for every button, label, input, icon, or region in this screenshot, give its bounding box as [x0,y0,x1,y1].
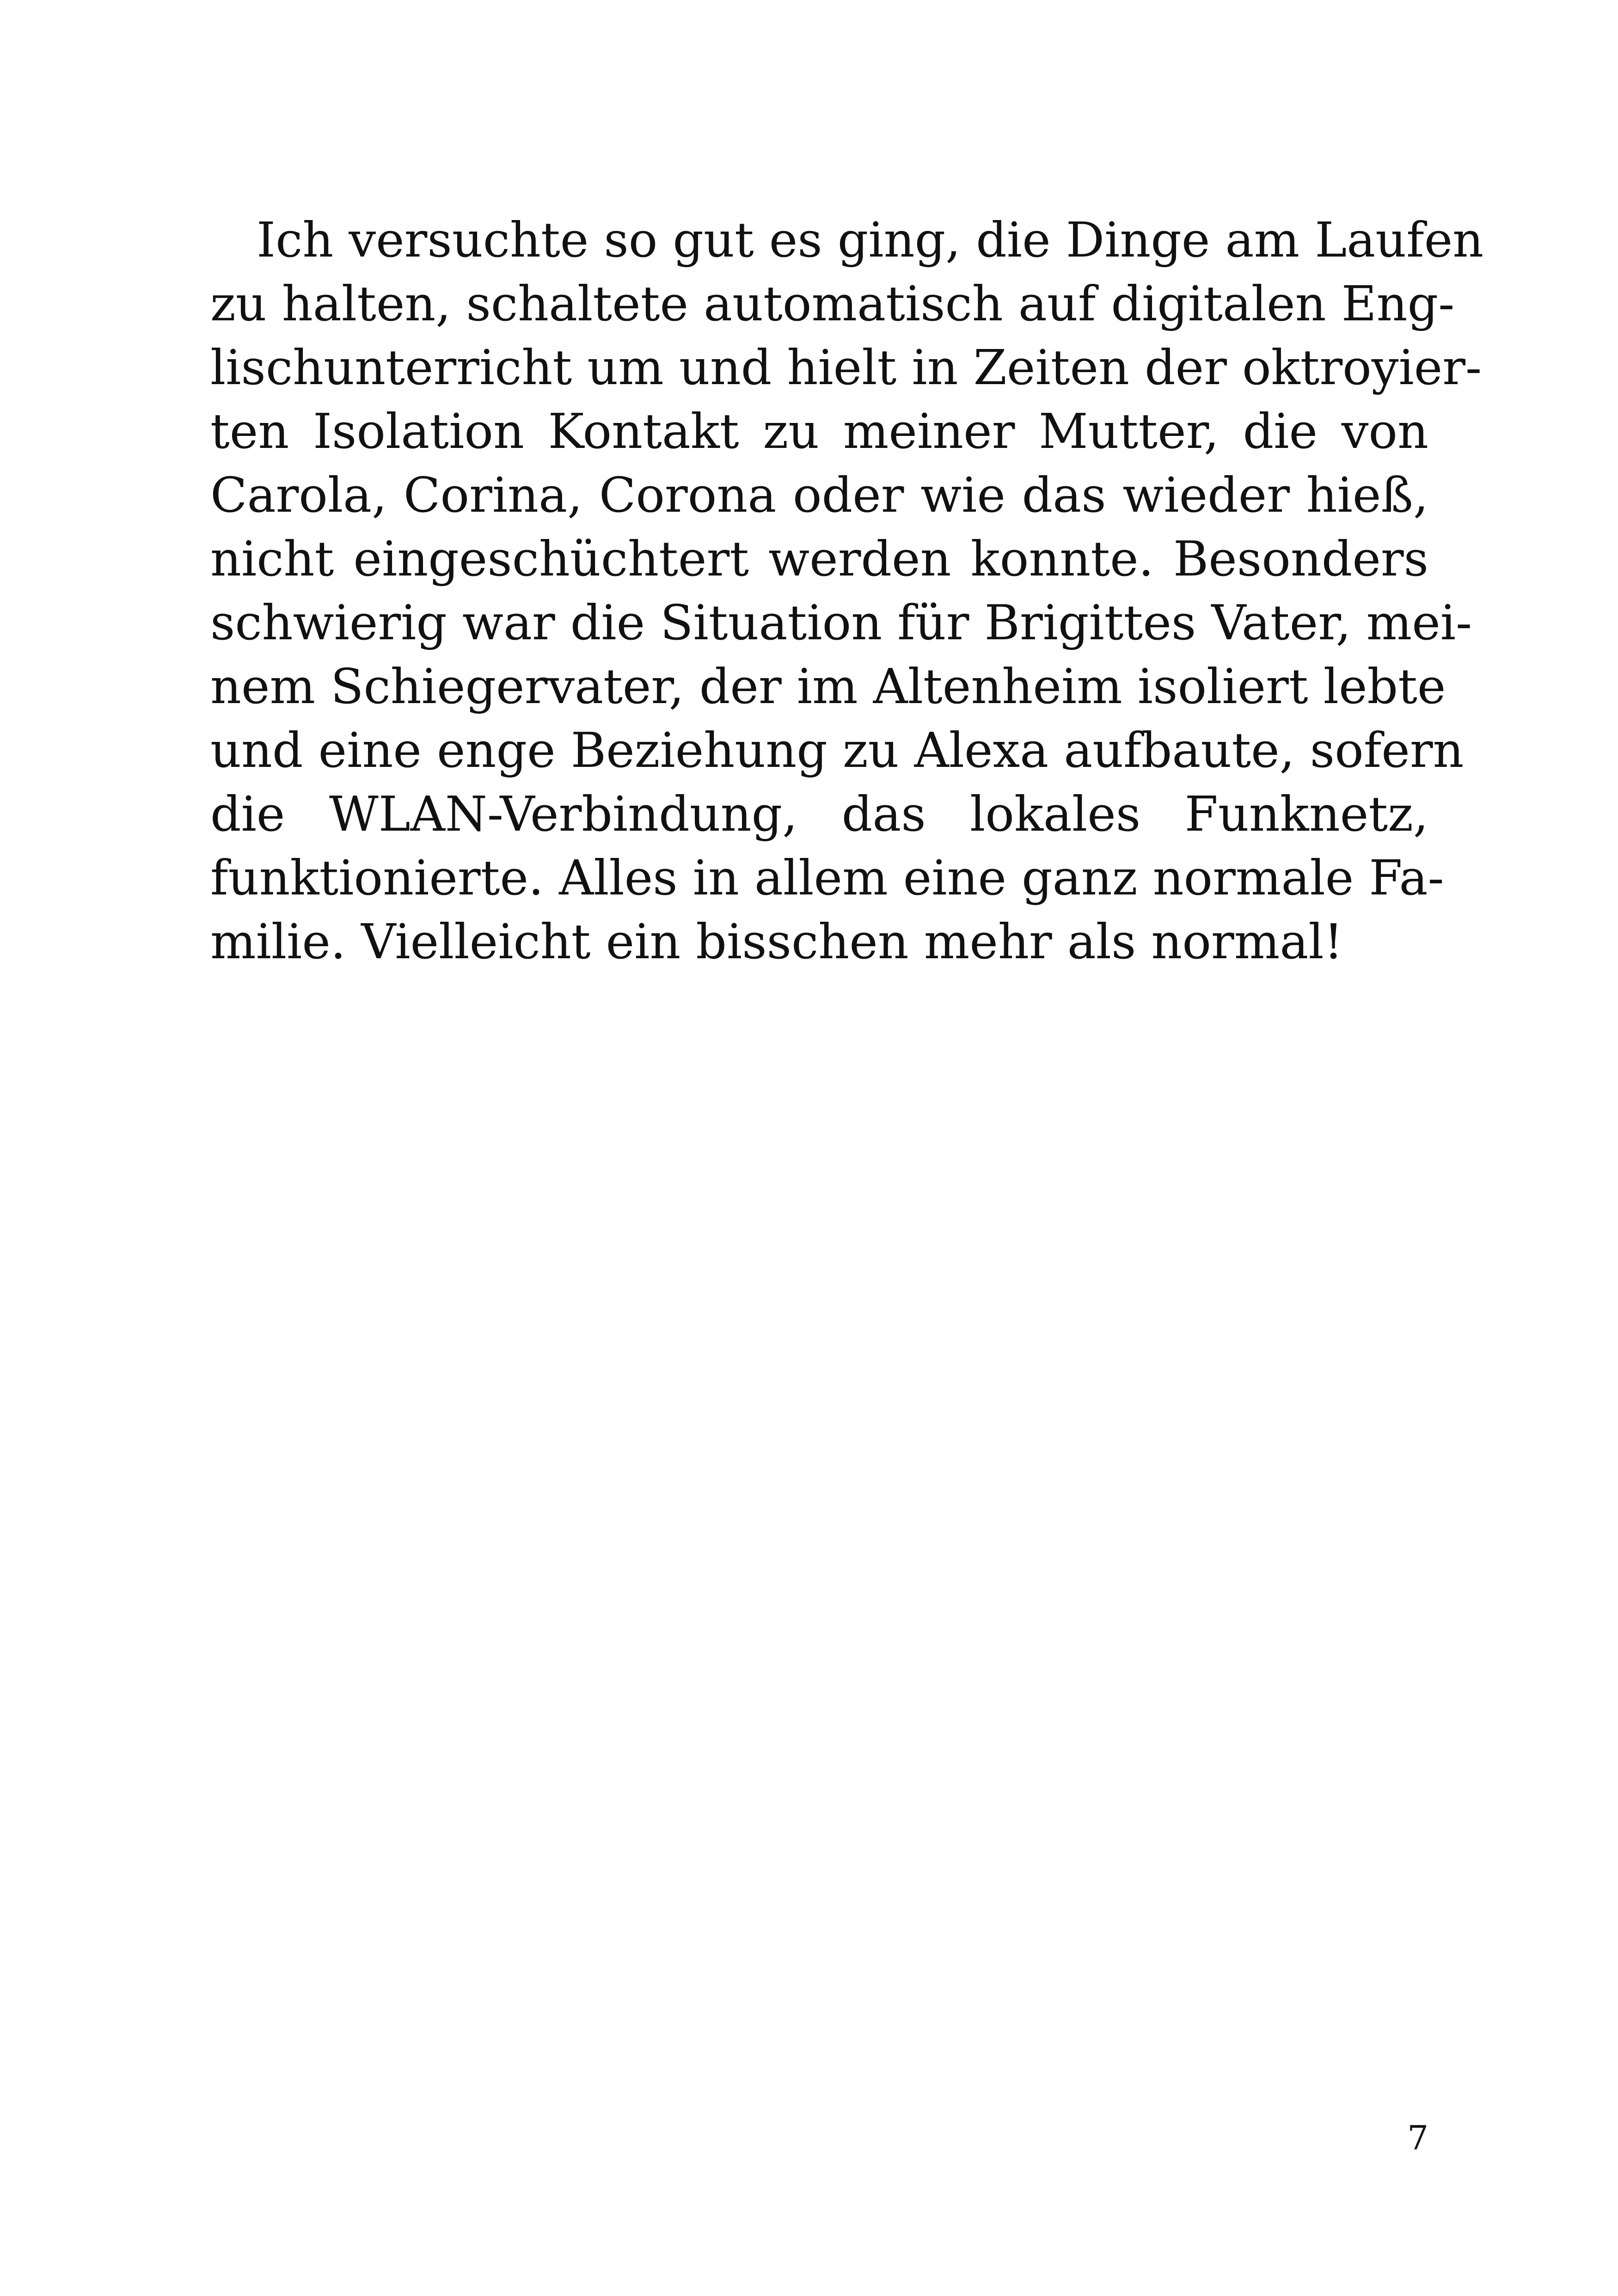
paragraph-line: ten Isolation Kontakt zu meiner Mutter, die von [210,403,1428,459]
paragraph-line: zu halten, schaltete automatisch auf digitalen Eng- [210,276,1455,332]
paragraph-line: Carola, Corina, Corona oder wie das wieder hieß, [210,467,1428,523]
paragraph-line: lischunterricht um und hielt in Zeiten der oktroyier- [210,339,1482,396]
paragraph-line: nicht eingeschüchtert werden konnte. Besonders [210,531,1428,587]
page-number: 7 [1407,2118,1428,2157]
body-paragraph [210,208,1484,974]
paragraph-line: Ich versuchte so gut es ging, die Dinge am Laufen [257,212,1484,268]
paragraph-line: schwierig war die Situation für Brigittes Vater, mei- [210,594,1472,651]
paragraph-line: die WLAN-Verbindung, das lokales Funknetz, [210,786,1428,842]
paragraph-line: und eine enge Beziehung zu Alexa aufbaute, sofern [210,722,1464,778]
paragraph-line: nem Schiegervater, der im Altenheim isoliert lebte [210,658,1446,715]
paragraph-line: milie. Vielleicht ein bisschen mehr als normal! [210,913,1343,970]
paragraph-line: funktionierte. Alles in allem eine ganz normale Fa- [210,850,1444,906]
